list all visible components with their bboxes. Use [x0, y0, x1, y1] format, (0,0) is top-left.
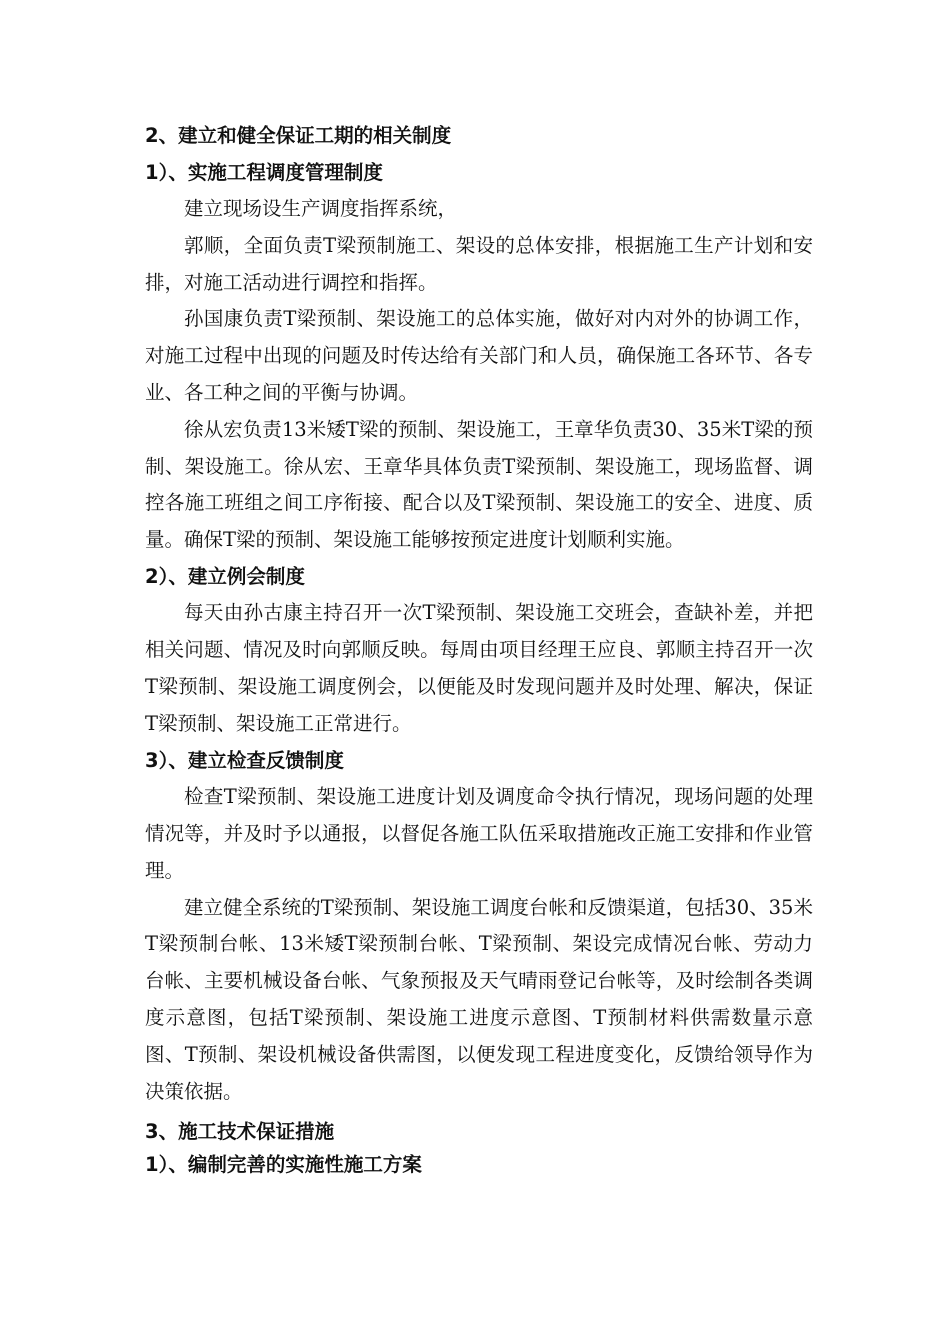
subsection-heading: 1）、实施工程调度管理制度: [145, 160, 383, 184]
paragraph: 郭顺，全面负责T梁预制施工、架设的总体安排，根据施工生产计划和安排，对施工活动进行调控和指挥。: [145, 233, 813, 294]
subsection-heading: 2）、建立例会制度: [145, 564, 305, 588]
paragraph: 建立健全系统的T梁预制、架设施工调度台帐和反馈渠道，包括30、35米T梁预制台帐、13米矮T梁预制台帐、T梁预制、架设完成情况台帐、劳动力台帐、主要机械设备台帐、气象预报及天气晴雨登记台帐等，及时绘制各类调度示意图，包括T梁预制、架设施工进度示意图、T预制材料供需数量示意图、T预制、架设机械设备供需图，以便发现工程进度变化，反馈给领导作为决策依据。: [145, 895, 813, 1103]
paragraph: 建立现场设生产调度指挥系统，: [184, 197, 458, 220]
paragraph: 徐从宏负责13米矮T梁的预制、架设施工，王章华负责30、35米T梁的预制、架设施工。徐从宏、王章华具体负责T梁预制、架设施工，现场监督、调控各施工班组之间工序衔接、配合以及T梁预制、架设施工的安全、进度、质量。确保T梁的预制、架设施工能够按预定进度计划顺利实施。: [145, 417, 813, 552]
section-heading: 2、建立和健全保证工期的相关制度: [145, 124, 452, 147]
paragraph: 每天由孙古康主持召开一次T梁预制、架设施工交班会，查缺补差，并把相关问题、情况及时向郭顺反映。每周由项目经理王应良、郭顺主持召开一次T梁预制、架设施工调度例会，以便能及时发现问题并及时处理、解决，保证T梁预制、架设施工正常进行。: [145, 601, 813, 735]
paragraph: 检查T梁预制、架设施工进度计划及调度命令执行情况，现场问题的处理情况等，并及时予以通报，以督促各施工队伍采取措施改正施工安排和作业管理。: [145, 785, 813, 882]
subsection-heading: 3）、建立检查反馈制度: [145, 748, 344, 772]
section-heading: 3、施工技术保证措施: [145, 1120, 335, 1144]
document-body: [145, 118, 813, 1179]
subsection-heading: 1）、编制完善的实施性施工方案: [145, 1152, 422, 1176]
paragraph: 孙国康负责T梁预制、架设施工的总体实施，做好对内对外的协调工作，对施工过程中出现的问题及时传达给有关部门和人员，确保施工各环节、各专业、各工种之间的平衡与协调。: [145, 307, 813, 404]
